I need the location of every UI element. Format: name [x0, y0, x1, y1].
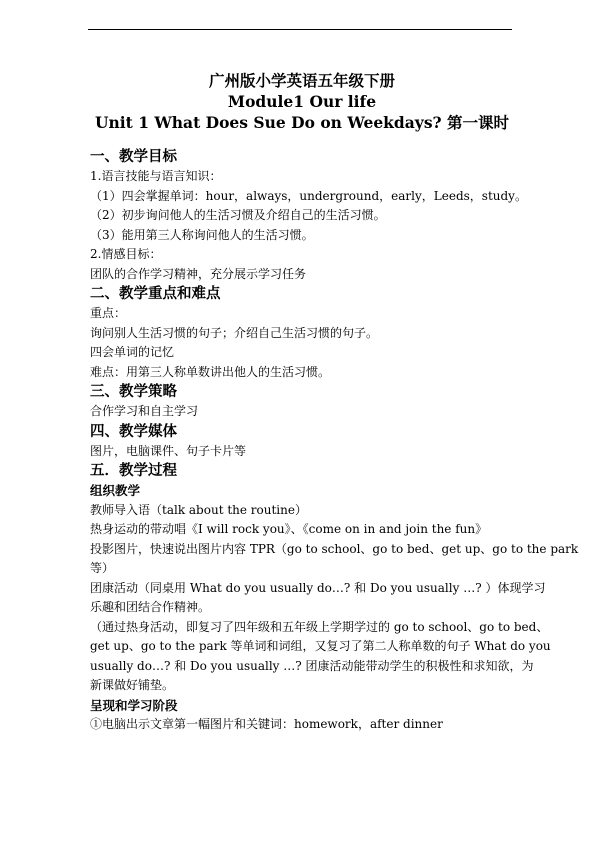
- section-5-para-2: 热身运动的带动唱《I will rock you》、《come on in and join the fun》: [90, 522, 488, 536]
- section-2-key-1: 询问别人生活习惯的句子；介绍自己生活习惯的句子。: [90, 325, 379, 340]
- section-2-key-2: 四会单词的记忆: [90, 345, 175, 359]
- section-1-item-1a: （1）四会掌握单词：hour，always，underground，early，Leeds，study。: [90, 188, 527, 203]
- document-body: [90, 70, 579, 735]
- section-5-para-1: 教师导入语（talk about the routine）: [90, 502, 307, 517]
- section-1-item-2: 2.情感目标：: [90, 247, 162, 261]
- section-1-item-2-text: 团队的合作学习精神，充分展示学习任务: [90, 266, 307, 281]
- section-5-para-5-line-3: usually do…? 和 Do you usually …? 团康活动能带动学生的积极性和求知欲，为: [90, 658, 534, 673]
- section-5-sub-1: 组织教学: [90, 483, 141, 498]
- section-2-key-label: 重点：: [90, 306, 127, 320]
- section-1-item-1b: （2）初步询问他人的生活习惯及介绍自己的生活习惯。: [90, 208, 386, 222]
- section-1-item-1c: （3）能用第三人称询问他人的生活习惯。: [90, 227, 314, 242]
- section-2-difficulty: 难点：用第三人称单数讲出他人的生活习惯。: [90, 364, 331, 379]
- section-5-para-5-line-1: （通过热身活动，即复习了四年级和五年级上学期学过的 go to school、go to bed、: [90, 619, 549, 634]
- section-3-text: 合作学习和自主学习: [90, 404, 199, 418]
- section-3-heading: 三、教学策略: [90, 383, 177, 400]
- section-1-heading: 一、教学目标: [90, 148, 177, 165]
- section-5-para-3-line-1: 投影图片，快速说出图片内容 TPR（go to school、go to bed、get up、go to the park: [90, 541, 579, 556]
- section-5-para-5-line-2: get up、go to the park 等单词和词组，又复习了第二人称单数的句子 What do you: [90, 639, 551, 653]
- section-2-heading: 二、教学重点和难点: [90, 285, 221, 302]
- section-4-text: 图片，电脑课件、句子卡片等: [90, 443, 247, 458]
- section-1-item-1: 1.语言技能与语言知识：: [90, 169, 222, 183]
- section-5-para-4-line-1: 团康活动（同桌用 What do you usually do…? 和 Do you usually …? ）体现学习: [90, 580, 546, 595]
- title-line-2: Module1 Our life: [227, 92, 377, 111]
- section-4-heading: 四、教学媒体: [90, 422, 177, 440]
- section-5-sub-2: 呈现和学习阶段: [90, 697, 178, 713]
- section-5-para-4-line-2: 乐趣和团结合作精神。: [90, 600, 211, 614]
- section-5-para-6: ①电脑出示文章第一幅图片和关键词：homework，after dinner: [90, 717, 443, 731]
- title-line-3: Unit 1 What Does Sue Do on Weekdays? 第一课时: [94, 113, 510, 132]
- spacer: [90, 133, 514, 147]
- title-line-1: 广州版小学英语五年级下册: [208, 71, 395, 90]
- section-5-para-5-line-4: 新课做好铺垫。: [90, 678, 175, 692]
- header-rule: [88, 29, 512, 30]
- section-5-para-3-line-2: 等）: [90, 561, 115, 575]
- section-5-heading: 五．教学过程: [90, 462, 177, 479]
